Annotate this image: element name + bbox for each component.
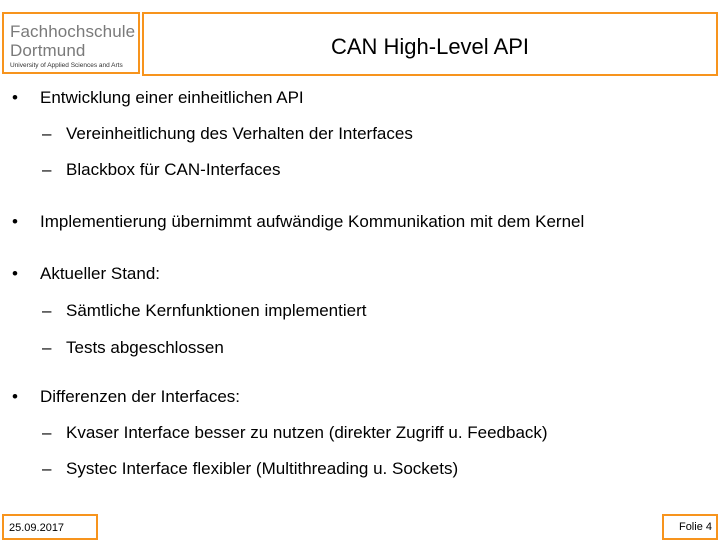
bullet-marker: • <box>12 212 18 231</box>
sub-bullet-marker: – <box>42 124 52 143</box>
sub-bullet-text: Sämtliche Kernfunktionen implementiert <box>66 301 367 320</box>
bullet-text: Implementierung übernimmt aufwändige Kommunikation mit dem Kernel <box>40 212 585 231</box>
bullet-text: Differenzen der Interfaces: <box>40 387 241 406</box>
bullet-marker: • <box>12 88 18 107</box>
bullet-text: Entwicklung einer einheitlichen API <box>40 88 304 107</box>
sub-bullet-text: Tests abgeschlossen <box>66 338 224 357</box>
sub-bullet-marker: – <box>42 301 52 320</box>
logo-subline: University of Applied Sciences and Arts <box>10 62 123 69</box>
slide-title: CAN High-Level API <box>330 34 530 59</box>
logo-line-2: Dortmund <box>10 41 86 60</box>
sub-bullet-marker: – <box>42 423 52 442</box>
logo-line-1: Fachhochschule <box>10 22 136 41</box>
sub-bullet-text: Kvaser Interface besser zu nutzen (direkter Zugriff u. Feedback) <box>66 423 548 442</box>
sub-bullet-text: Vereinheitlichung des Verhalten der Interfaces <box>66 124 413 143</box>
sub-bullet-marker: – <box>42 459 52 478</box>
sub-bullet-marker: – <box>42 338 52 357</box>
sub-bullet-text: Blackbox für CAN-Interfaces <box>66 160 281 179</box>
sub-bullet-marker: – <box>42 160 52 179</box>
footer-date: 25.09.2017 <box>2 514 98 540</box>
slide-number: Folie 4 <box>662 514 718 540</box>
bullet-marker: • <box>12 264 18 283</box>
bullet-marker: • <box>12 387 18 406</box>
bullet-text: Aktueller Stand: <box>40 264 161 283</box>
sub-bullet-text: Systec Interface flexibler (Multithreading u. Sockets) <box>66 459 459 478</box>
